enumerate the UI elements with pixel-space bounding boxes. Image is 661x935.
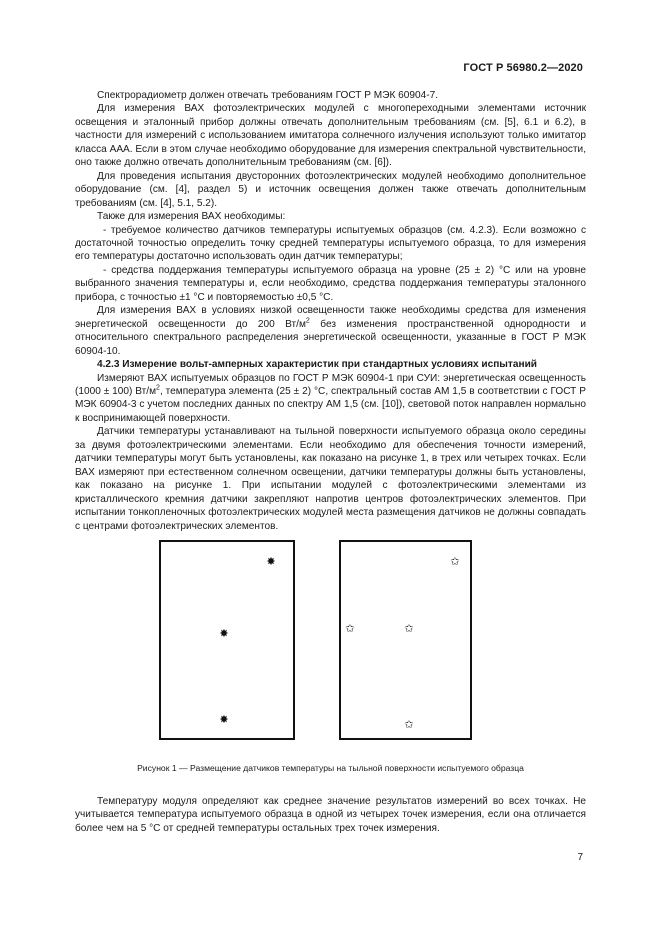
superscript: 2: [305, 317, 310, 325]
paragraph: Температуру модуля определяют как среднее значение результатов измерений во всех точках. Не учитывается температура испытуемого образца в одной из четырех точек измерения, если она отличается более чем на 5 °С от средней температуры остальных трех точек измерения.: [75, 796, 586, 834]
superscript: 2: [156, 384, 160, 392]
list-item: - требуемое количество датчиков температуры испытуемых образцов (см. 4.2.3). Если возможно с достаточной точностью определить точку средней температуры испытуемого образца, то для измерения его температуры достаточно использовать один датчик температуры;: [75, 224, 586, 263]
module-panel-three-sensors: [159, 540, 295, 740]
sensor-marker-icon: ✸: [219, 714, 229, 726]
paragraph: [75, 304, 586, 358]
paragraph: Спектрорадиометр должен отвечать требованиям ГОСТ Р МЭК 60904-7.: [97, 90, 438, 101]
page-number: 7: [577, 852, 583, 863]
paragraph: [75, 372, 586, 426]
text-run: Для измерения ВАХ в условиях низкой освещенности также необходимы средства для изменения энергетической освещенности до 200 Вт/м: [75, 305, 586, 330]
sensor-marker-icon: ✩: [404, 719, 414, 731]
module-panel-four-sensors: [339, 540, 472, 740]
body-text: [75, 89, 586, 533]
paragraph: Для измерения ВАХ фотоэлектрических модулей с многопереходными элементами источник освещения и эталонный прибор должны отвечать дополнительным требованиям (см. [5], 6.1 и 6.2), в частности для измерений с использованием имитатора солнечного излучения используют только имитатор класса ААА. Если в этом случае необходимо оборудование для измерения спектральной чувствительности, оно также должно отвечать дополнительным требованиям (см. [6]).: [75, 103, 586, 169]
paragraph: Датчики температуры устанавливают на тыльной поверхности испытуемого образца около середины за двумя фотоэлектрическими элементами. Если необходимо для обеспечения точности измерений, датчики температуры могут быть установлены, как показано на рисунке 1, в трех или четырех точках. Если ВАХ измеряют при естественном солнечном освещении, датчики температуры должны быть установлены, как показано на рисунке 1. При испытании модулей с фотоэлектрическими элементами из кристаллического кремния датчики закрепляют напротив центров фотоэлектрических элементов. При испытании тонкопленочных фотоэлектрических модулей места размещения датчиков не должны совпадать с центрами фотоэлектрических элементов.: [75, 426, 586, 532]
sensor-marker-icon: ✩: [345, 623, 355, 635]
sensor-marker-icon: ✩: [404, 623, 414, 635]
text-run: Измеряют ВАХ испытуемых образцов по ГОСТ Р МЭК 60904-1 при СУИ: энергетическая освещенность (1000 ± 100) Вт/м: [75, 372, 586, 397]
sensor-marker-icon: ✸: [219, 628, 229, 640]
figure-caption: Рисунок 1 — Размещение датчиков температуры на тыльной поверхности испытуемого образца: [137, 763, 524, 773]
text-run: без изменения пространственной однородности и относительного спектрального распределения энергетической освещенности, указанные в ГОСТ Р МЭК 60904-10.: [75, 318, 587, 357]
paragraph: Также для измерения ВАХ необходимы:: [97, 211, 286, 223]
figure-sensor-placement: [0, 540, 661, 740]
sensor-marker-icon: ✸: [266, 556, 276, 568]
paragraph: Для проведения испытания двусторонних фотоэлектрических модулей необходимо дополнительное оборудование (см. [4], раздел 5) и источник освещения должен также отвечать дополнительным требованиям (см. [4], 5.1, 5.2).: [75, 170, 586, 209]
text-run: , температура элемента (25 ± 2) °С, спектральный состав АМ 1,5 в соответствии с ГОСТ Р МЭК 60904-3 с учетом последних данных по спектру АМ 1,5 (см. [10]), световой поток направлен нормально к воспринимающей поверхности.: [75, 385, 586, 424]
standard-header: ГОСТ Р 56980.2—2020: [463, 62, 583, 74]
closing-text: [75, 795, 586, 835]
list-item: - средства поддержания температуры испытуемого образца на уровне (25 ± 2) °С или на уровне выбранного значения температуры и, если необходимо, средства поддержания температуры эталонного прибора, с точностью ±1 °С и повторяемостью ±0,5 °С.: [75, 264, 586, 303]
sensor-marker-icon: ✩: [450, 556, 460, 568]
section-heading: 4.2.3 Измерение вольт-амперных характеристик при стандартных условиях испытаний: [97, 359, 537, 371]
